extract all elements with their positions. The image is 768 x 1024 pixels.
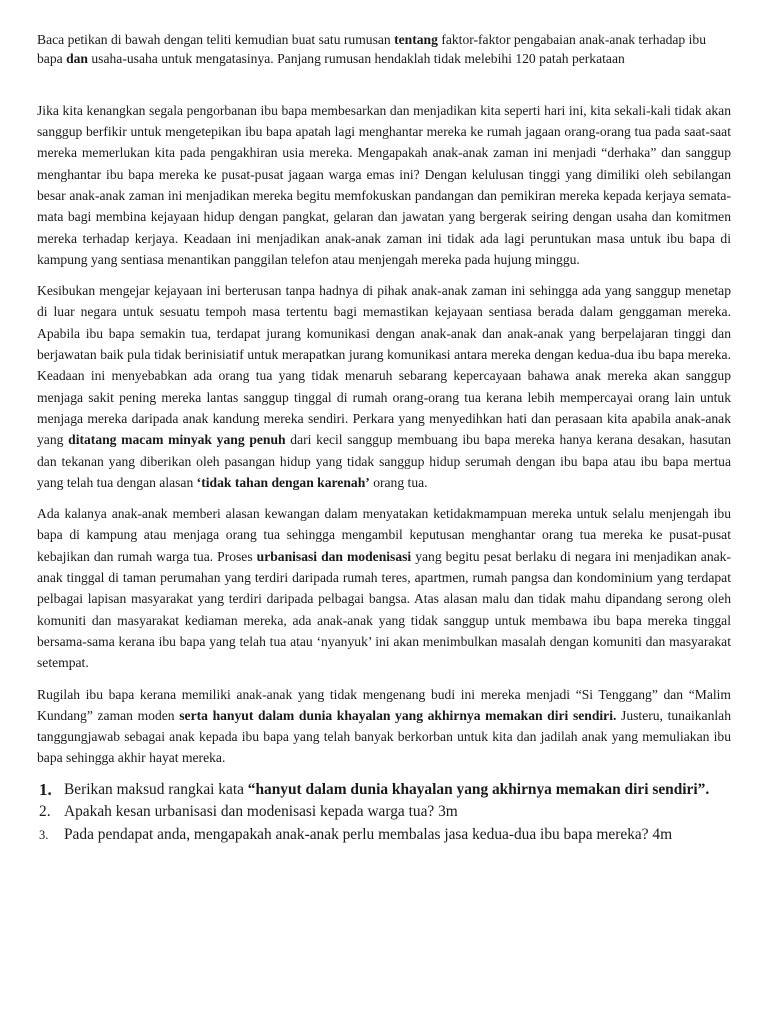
- document-page: [37, 30, 731, 846]
- question-text: Apakah kesan urbanisasi dan modenisasi kepada warga tua? 3m: [64, 803, 458, 821]
- question-item-1: [37, 779, 731, 802]
- question-item-3: [37, 824, 731, 847]
- question-list: [37, 779, 731, 847]
- passage-paragraph-3: Ada kalanya anak-anak memberi alasan kewangan dalam menyatakan ketidakmampuan mereka untuk selalu menjengah ibu bapa di kampung atau menjaga orang tua sehingga mengambil keputusan menghantar orang tua mereka ke pusat-pusat kebajikan dan rumah warga tua. Proses urbanisasi dan modenisasi yang begitu pesat berlaku di negara ini menjadikan anak-anak tinggal di taman perumahan yang terdiri daripada rumah teres, apartmen, rumah pangsa dan kondominium yang terdapat pelbagai lapisan masyarakat yang terdiri daripada pelbagai bangsa. Atas alasan malu dan tidak mahu dipandang serong oleh komuniti dan masyarakat kediaman mereka, ada anak-anak yang tidak sanggup untuk membawa ibu bapa mereka tinggal bersama-sama kerana ibu bapa yang telah tua atau ‘nyanyuk’ ini akan menimbulkan masalah dengan komuniti dan masyarakat setempat.: [37, 506, 731, 671]
- question-number: 1.: [39, 779, 52, 799]
- instruction-text: Baca petikan di bawah dengan teliti kemudian buat satu rumusan tentang faktor-faktor pengabaian anak-anak terhadap ibu bapa dan usaha-usaha untuk mengatasinya. Panjang rumusan hendaklah tidak melebihi 120 patah perkataan: [37, 32, 706, 67]
- question-text: Berikan maksud rangkai kata “hanyut dalam dunia khayalan yang akhirnya memakan diri sendiri”.: [64, 780, 710, 798]
- question-number: 2.: [39, 803, 51, 821]
- question-item-2: [37, 801, 731, 824]
- passage-paragraph-1: Jika kita kenangkan segala pengorbanan ibu bapa membesarkan dan menjadikan kita seperti hari ini, kita sekali-kali tidak akan sanggup berfikir untuk mengetepikan ibu bapa apatah lagi menghantar mereka ke rumah jagaan orang-orang tua pada saat-saat mereka memerlukan kita pada pengakhiran usia mereka. Mengapakah anak-anak zaman ini menjadi “derhaka” dan sanggup menghantar ibu bapa mereka ke pusat-pusat jagaan warga emas ini? Dengan kelulusan tinggi yang dimiliki oleh sebilangan besar anak-anak zaman ini menjadikan mereka begitu memfokuskan pandangan dan pemikiran mereka kepada kerjaya semata-mata bagi membina kejayaan hidup dengan pangkat, gelaran dan jawatan yang bergerak seiring dengan usaha dan komitmen mereka terhadap kerjaya. Keadaan ini menjadikan anak-anak zaman ini tidak ada lagi peruntukan masa untuk ibu bapa di kampung yang sentiasa menantikan panggilan telefon atau menjengah mereka pada hujung minggu.: [37, 102, 731, 267]
- question-number: 3.: [39, 827, 49, 842]
- question-text: Pada pendapat anda, mengapakah anak-anak perlu membalas jasa kedua-dua ibu bapa mereka? 4m: [64, 825, 673, 843]
- passage-paragraph-4: Rugilah ibu bapa kerana memiliki anak-anak yang tidak mengenang budi ini mereka menjadi “Si Tenggang” dan “Malim Kundang” zaman moden serta hanyut dalam dunia khayalan yang akhirnya memakan diri sendiri. Justeru, tunaikanlah tanggungjawab sebagai anak kepada ibu bapa yang telah banyak berkorban untuk kita dan jadilah anak yang memuliakan ibu bapa sehingga akhir hayat mereka.: [37, 686, 731, 766]
- passage-paragraph-2: Kesibukan mengejar kejayaan ini berterusan tanpa hadnya di pihak anak-anak zaman ini sehingga ada yang sanggup menetap di luar negara untuk sesuatu tempoh masa tertentu bagi memastikan kejayaan sentiasa berada dalam genggaman mereka. Apabila ibu bapa semakin tua, terdapat jurang komunikasi dengan anak-anak dan anak-anak yang berpelajaran tinggi dan berjawatan baik pula tidak berinisiatif untuk merapatkan jurang komunikasi antara mereka dengan kedua-dua ibu bapa mereka. Keadaan ini menyebabkan ada orang tua yang tidak menaruh sebarang kepercayaan bahawa anak mereka akan sanggup menjaga sakit pening mereka lantas sanggup tinggal di rumah orang-orang tua kerana lebih mempercayai orang lain untuk menjaga mereka daripada anak kandung mereka sendiri. Perkara yang menyedihkan hati dan perasaan kita apabila anak-anak yang ditatang macam minyak yang penuh dari kecil sanggup membuang ibu bapa mereka hanya kerana desakan, hasutan dan tekanan yang diberikan oleh pasangan hidup yang tidak sanggup hidup serumah dengan ibu bapa atau ibu bapa mertua yang telah tua dengan alasan ‘tidak tahan dengan karenah’ orang tua.: [37, 283, 732, 490]
